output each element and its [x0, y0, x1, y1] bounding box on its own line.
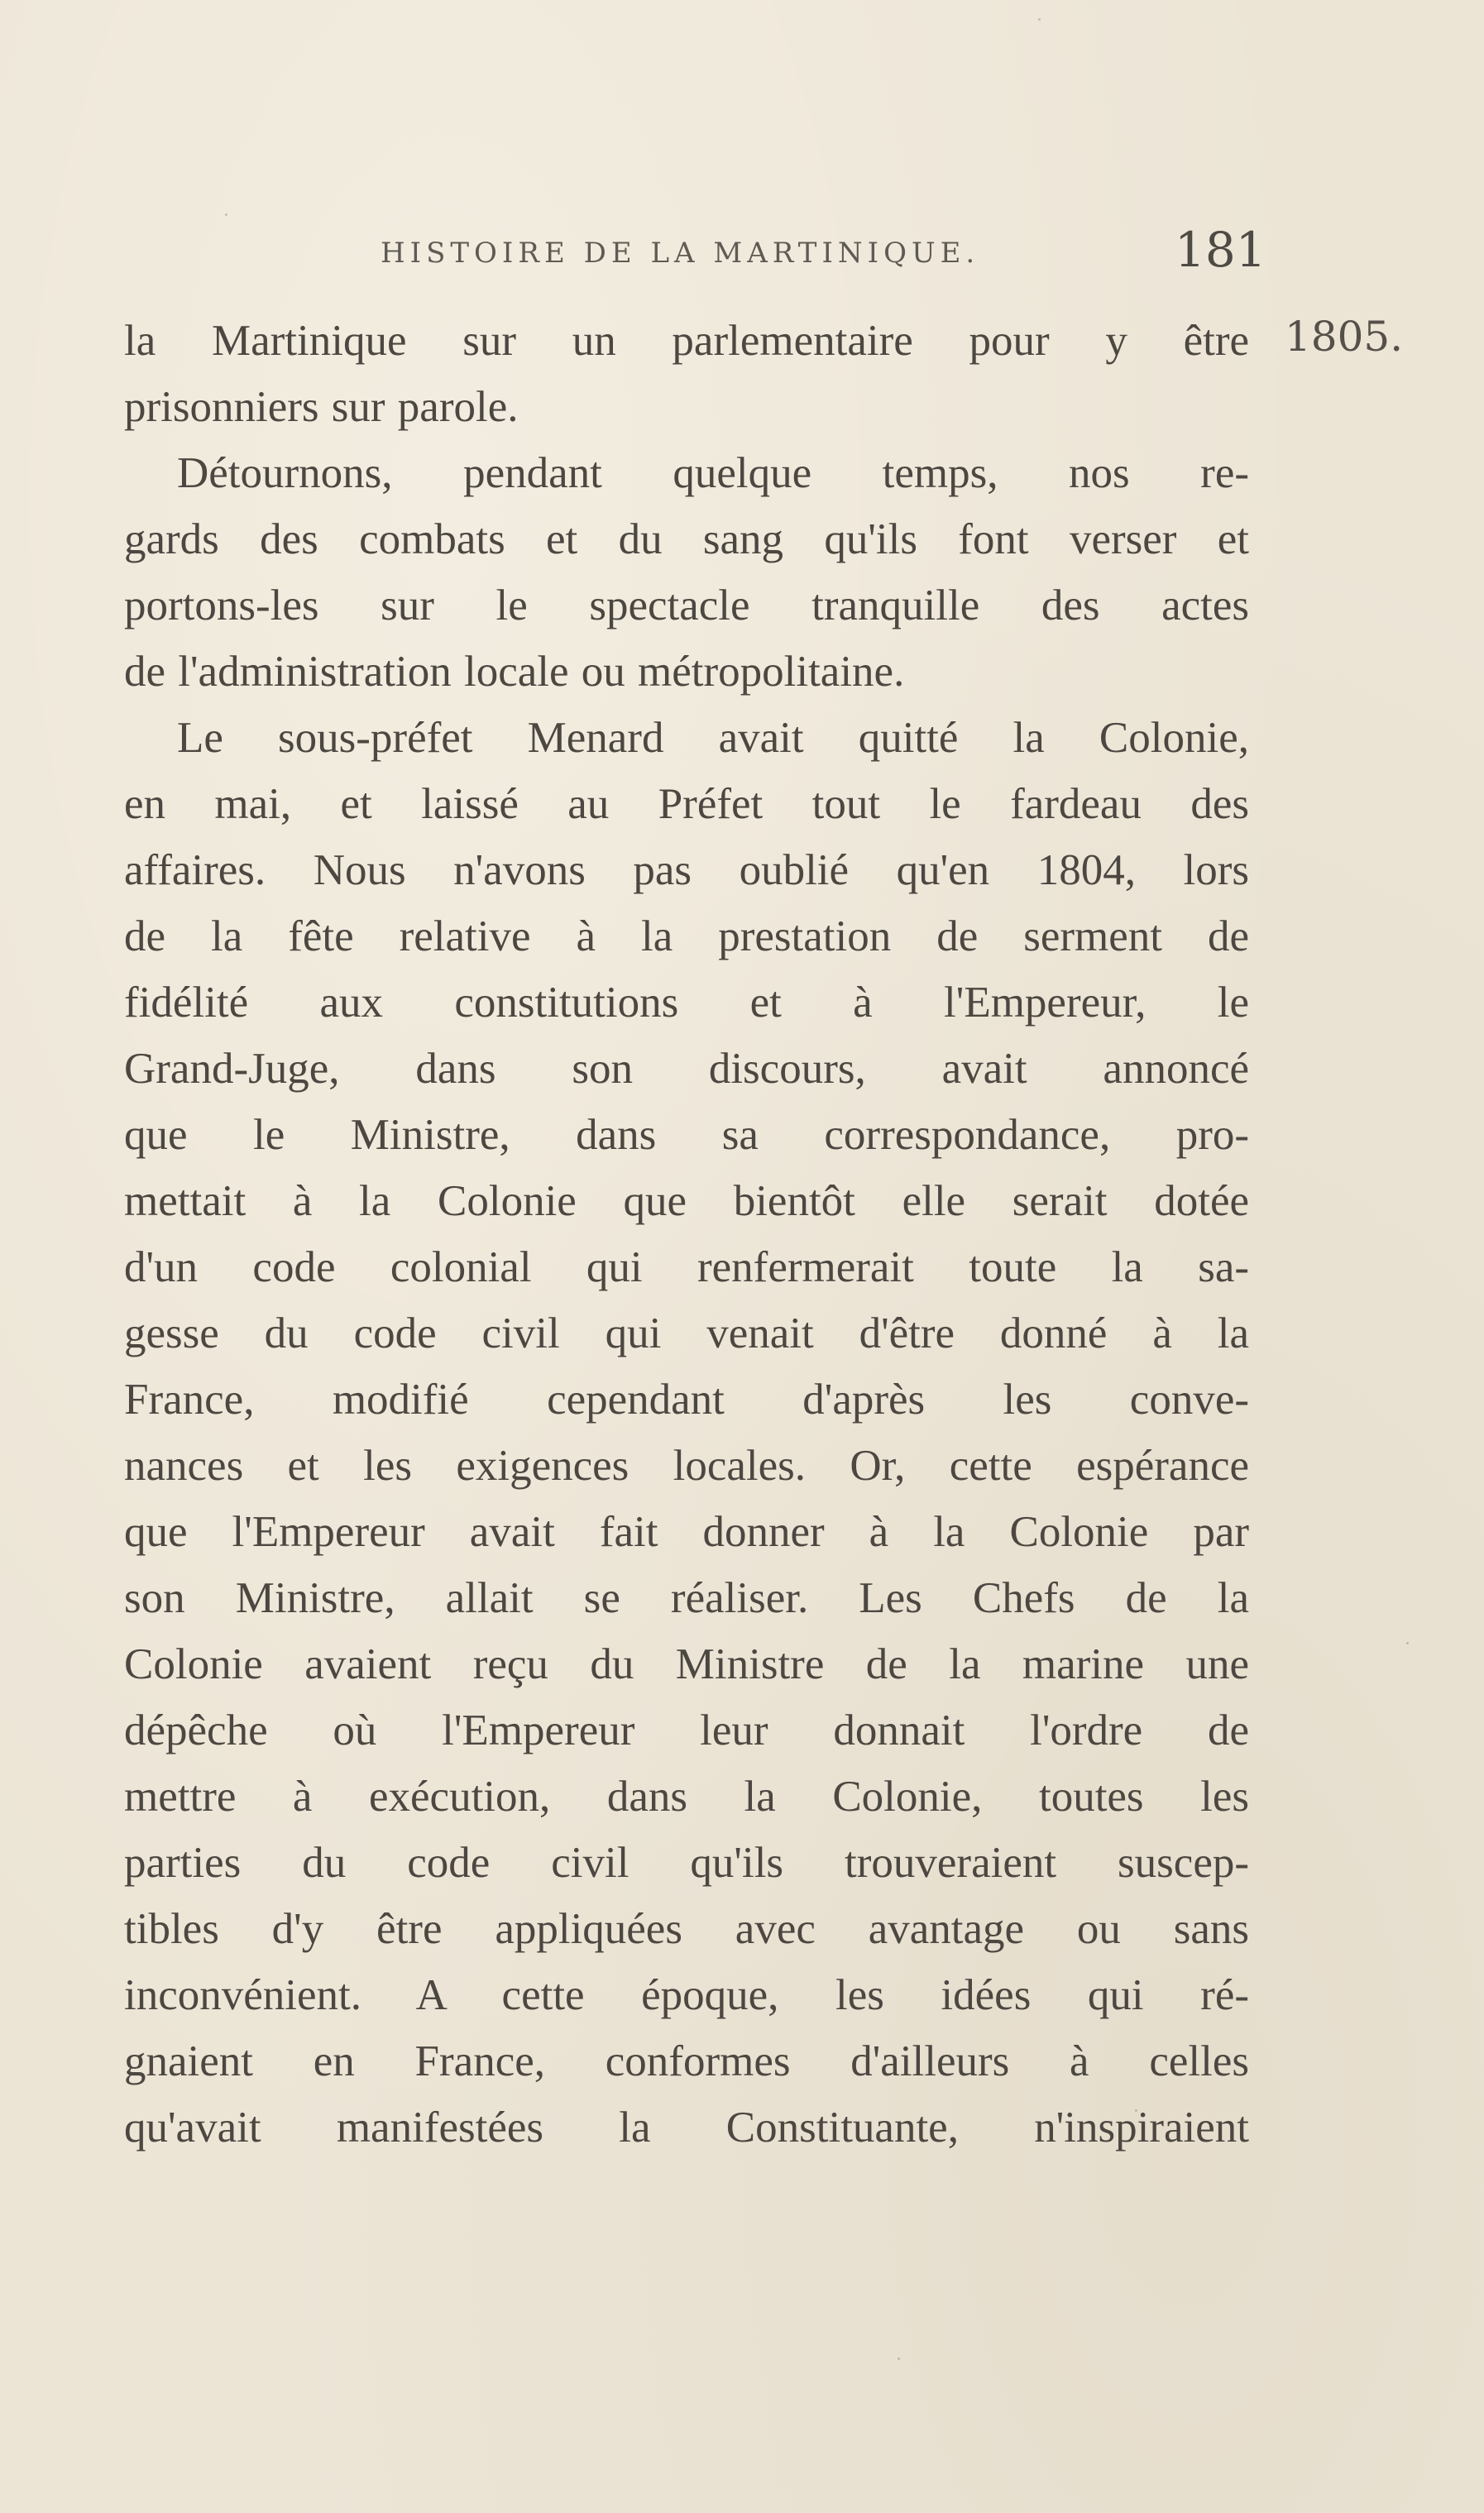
text-line: mettre à exécution, dans la Colonie, toutes les: [124, 1773, 1249, 1821]
text-line: prisonniers sur parole.: [124, 383, 519, 431]
text-line: fidélité aux constitutions et à l'Empereur, le: [124, 979, 1249, 1027]
paper-speck: [225, 213, 227, 216]
text-line: de la fête relative à la prestation de serment de: [124, 912, 1249, 960]
paper-speck: [898, 2357, 900, 2360]
text-line: Colonie avaient reçu du Ministre de la marine une: [124, 1640, 1249, 1688]
margin-year-note: 1805.: [1285, 313, 1404, 361]
text-line: affaires. Nous n'avons pas oublié qu'en 1804, lors: [124, 846, 1249, 894]
text-line: gards des combats et du sang qu'ils font verser et: [124, 515, 1249, 563]
text-line: tibles d'y être appliquées avec avantage ou sans: [124, 1905, 1249, 1953]
body-text: [124, 308, 1249, 2161]
paper-speck: [1038, 18, 1041, 21]
paper-speck: [1135, 2109, 1137, 2112]
text-line: que l'Empereur avait fait donner à la Colonie par: [124, 1508, 1249, 1556]
text-line: mettait à la Colonie que bientôt elle serait dotée: [124, 1177, 1249, 1225]
page-header: [364, 222, 1274, 288]
text-line: inconvénient. A cette époque, les idées qui ré-: [124, 1971, 1249, 2019]
text-line: son Ministre, allait se réaliser. Les Chefs de la: [124, 1574, 1249, 1622]
text-line: Le sous-préfet Menard avait quitté la Colonie,: [177, 714, 1249, 762]
running-title: HISTOIRE DE LA MARTINIQUE.: [381, 237, 980, 270]
text-line: de l'administration locale ou métropolitaine.: [124, 648, 905, 696]
text-line: parties du code civil qu'ils trouveraient suscep-: [124, 1839, 1249, 1887]
text-line: gesse du code civil qui venait d'être donné à la: [124, 1309, 1249, 1357]
text-line: que le Ministre, dans sa correspondance, pro-: [124, 1111, 1249, 1159]
paper-speck: [1406, 1642, 1409, 1644]
text-line: Grand-Juge, dans son discours, avait annoncé: [124, 1045, 1249, 1093]
page-number: 181: [1175, 222, 1266, 278]
text-line: en mai, et laissé au Préfet tout le fardeau des: [124, 780, 1249, 828]
text-line: qu'avait manifestées la Constituante, n'inspiraient: [124, 2104, 1249, 2152]
text-line: France, modifié cependant d'après les conve-: [124, 1376, 1249, 1424]
text-line: gnaient en France, conformes d'ailleurs à celles: [124, 2037, 1249, 2085]
text-line: portons-les sur le spectacle tranquille des actes: [124, 582, 1249, 629]
text-line: d'un code colonial qui renfermerait toute la sa-: [124, 1243, 1249, 1291]
text-line: la Martinique sur un parlementaire pour y être: [124, 317, 1249, 365]
text-line: nances et les exigences locales. Or, cette espérance: [124, 1442, 1249, 1490]
text-line: dépêche où l'Empereur leur donnait l'ordre de: [124, 1706, 1249, 1754]
text-line: Détournons, pendant quelque temps, nos re-: [177, 449, 1249, 497]
